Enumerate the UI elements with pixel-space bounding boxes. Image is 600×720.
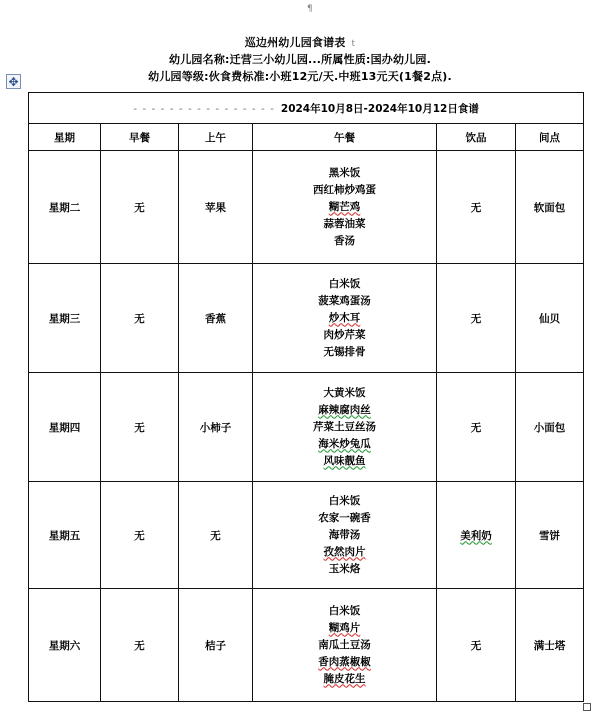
lunch-item: 香汤: [334, 234, 355, 247]
snack-cell: 小面包: [516, 373, 584, 482]
table-title-cell: [29, 93, 584, 124]
lunch-item: 海带汤: [328, 528, 361, 541]
lunch-item: 无锡排骨: [323, 345, 366, 358]
day-cell: 星期五: [29, 482, 101, 589]
table-row: [29, 151, 584, 264]
snack-cell: 雪饼: [516, 482, 584, 589]
table-title: 2024年10月8日-2024年10月12日食谱: [280, 102, 479, 115]
lunch-item: 南瓜土豆汤: [318, 638, 371, 651]
morning-cell: 桔子: [179, 589, 253, 702]
table-row: [29, 589, 584, 702]
lunch-item: 海米炒兔瓜: [318, 437, 371, 450]
paragraph-mark: ¶: [307, 4, 313, 14]
lunch-item: 西红柿炒鸡蛋: [313, 183, 376, 196]
lunch-item: 孜然肉片: [323, 545, 366, 558]
header-morning: 上午: [179, 124, 253, 151]
lunch-cell: [253, 151, 437, 264]
lunch-cell: [253, 264, 437, 373]
lunch-item: 菠菜鸡蛋汤: [318, 294, 371, 307]
lunch-item: 风味靓鱼: [323, 454, 366, 467]
day-cell: 星期六: [29, 589, 101, 702]
drink-cell: 无: [437, 264, 516, 373]
kindergarten-info: 幼儿园名称:迁营三小幼儿园...所属性质:国办幼儿园.: [169, 53, 431, 66]
table-row: [29, 373, 584, 482]
lunch-item: 腌皮花生: [323, 672, 366, 685]
lunch-item: 肉炒芹菜: [323, 328, 366, 341]
drink-cell: 无: [437, 589, 516, 702]
lunch-cell: [253, 589, 437, 702]
menu-table: [28, 92, 584, 702]
header-breakfast: 早餐: [101, 124, 179, 151]
lunch-item: 白米饭: [328, 494, 361, 507]
table-resize-handle-icon[interactable]: [583, 703, 591, 711]
morning-cell: 香蕉: [179, 264, 253, 373]
lunch-item: 炒木耳: [328, 311, 361, 324]
lunch-item: 芹菜土豆丝汤: [313, 420, 376, 433]
leader-dots: - - - - - - - - - - - - - - - -: [133, 102, 275, 115]
snack-cell: 仙贝: [516, 264, 584, 373]
lunch-item: 糊芒鸡: [328, 200, 361, 213]
day-cell: 星期三: [29, 264, 101, 373]
lunch-item: 大黄米饭: [323, 386, 366, 399]
day-cell: 星期二: [29, 151, 101, 264]
table-row: [29, 482, 584, 589]
breakfast-cell: 无: [101, 373, 179, 482]
morning-cell: 无: [179, 482, 253, 589]
lunch-item: 玉米烙: [328, 562, 361, 575]
lunch-item: 农家一碗香: [318, 511, 371, 524]
table-move-handle-icon[interactable]: ✥: [6, 74, 21, 89]
table-header-row: [29, 124, 584, 151]
header-drink: 饮品: [437, 124, 516, 151]
drink-cell: 无: [437, 151, 516, 264]
lunch-cell: [253, 373, 437, 482]
lunch-item: 白米饭: [328, 277, 361, 290]
drink-cell: 无: [437, 373, 516, 482]
lunch-item: 糊鸡片: [328, 621, 361, 634]
breakfast-cell: 无: [101, 151, 179, 264]
header-snack: 间点: [516, 124, 584, 151]
breakfast-cell: 无: [101, 264, 179, 373]
morning-cell: 苹果: [179, 151, 253, 264]
morning-cell: 小柿子: [179, 373, 253, 482]
day-cell: 星期四: [29, 373, 101, 482]
lunch-item: 香肉蒸椒椒: [318, 655, 371, 668]
lunch-item: 白米饭: [328, 604, 361, 617]
lunch-cell: [253, 482, 437, 589]
header-day: 星期: [29, 124, 101, 151]
snack-cell: 软面包: [516, 151, 584, 264]
drink-cell: 美利奶: [437, 482, 516, 589]
lunch-item: 蒜蓉油菜: [323, 217, 366, 230]
title-suffix: t: [351, 39, 356, 49]
snack-cell: 满士塔: [516, 589, 584, 702]
lunch-item: 麻辣腐肉丝: [318, 403, 371, 416]
menu-title-text: 巡边州幼儿园食谱表: [244, 36, 346, 49]
header-lunch: 午餐: [253, 124, 437, 151]
breakfast-cell: 无: [101, 589, 179, 702]
table-row: [29, 264, 584, 373]
breakfast-cell: 无: [101, 482, 179, 589]
menu-title: [0, 34, 600, 50]
lunch-item: 黑米饭: [328, 166, 361, 179]
kindergarten-level: 幼儿园等级:伙食费标准:小班12元/天.中班13元天(1餐2点).: [148, 70, 452, 83]
